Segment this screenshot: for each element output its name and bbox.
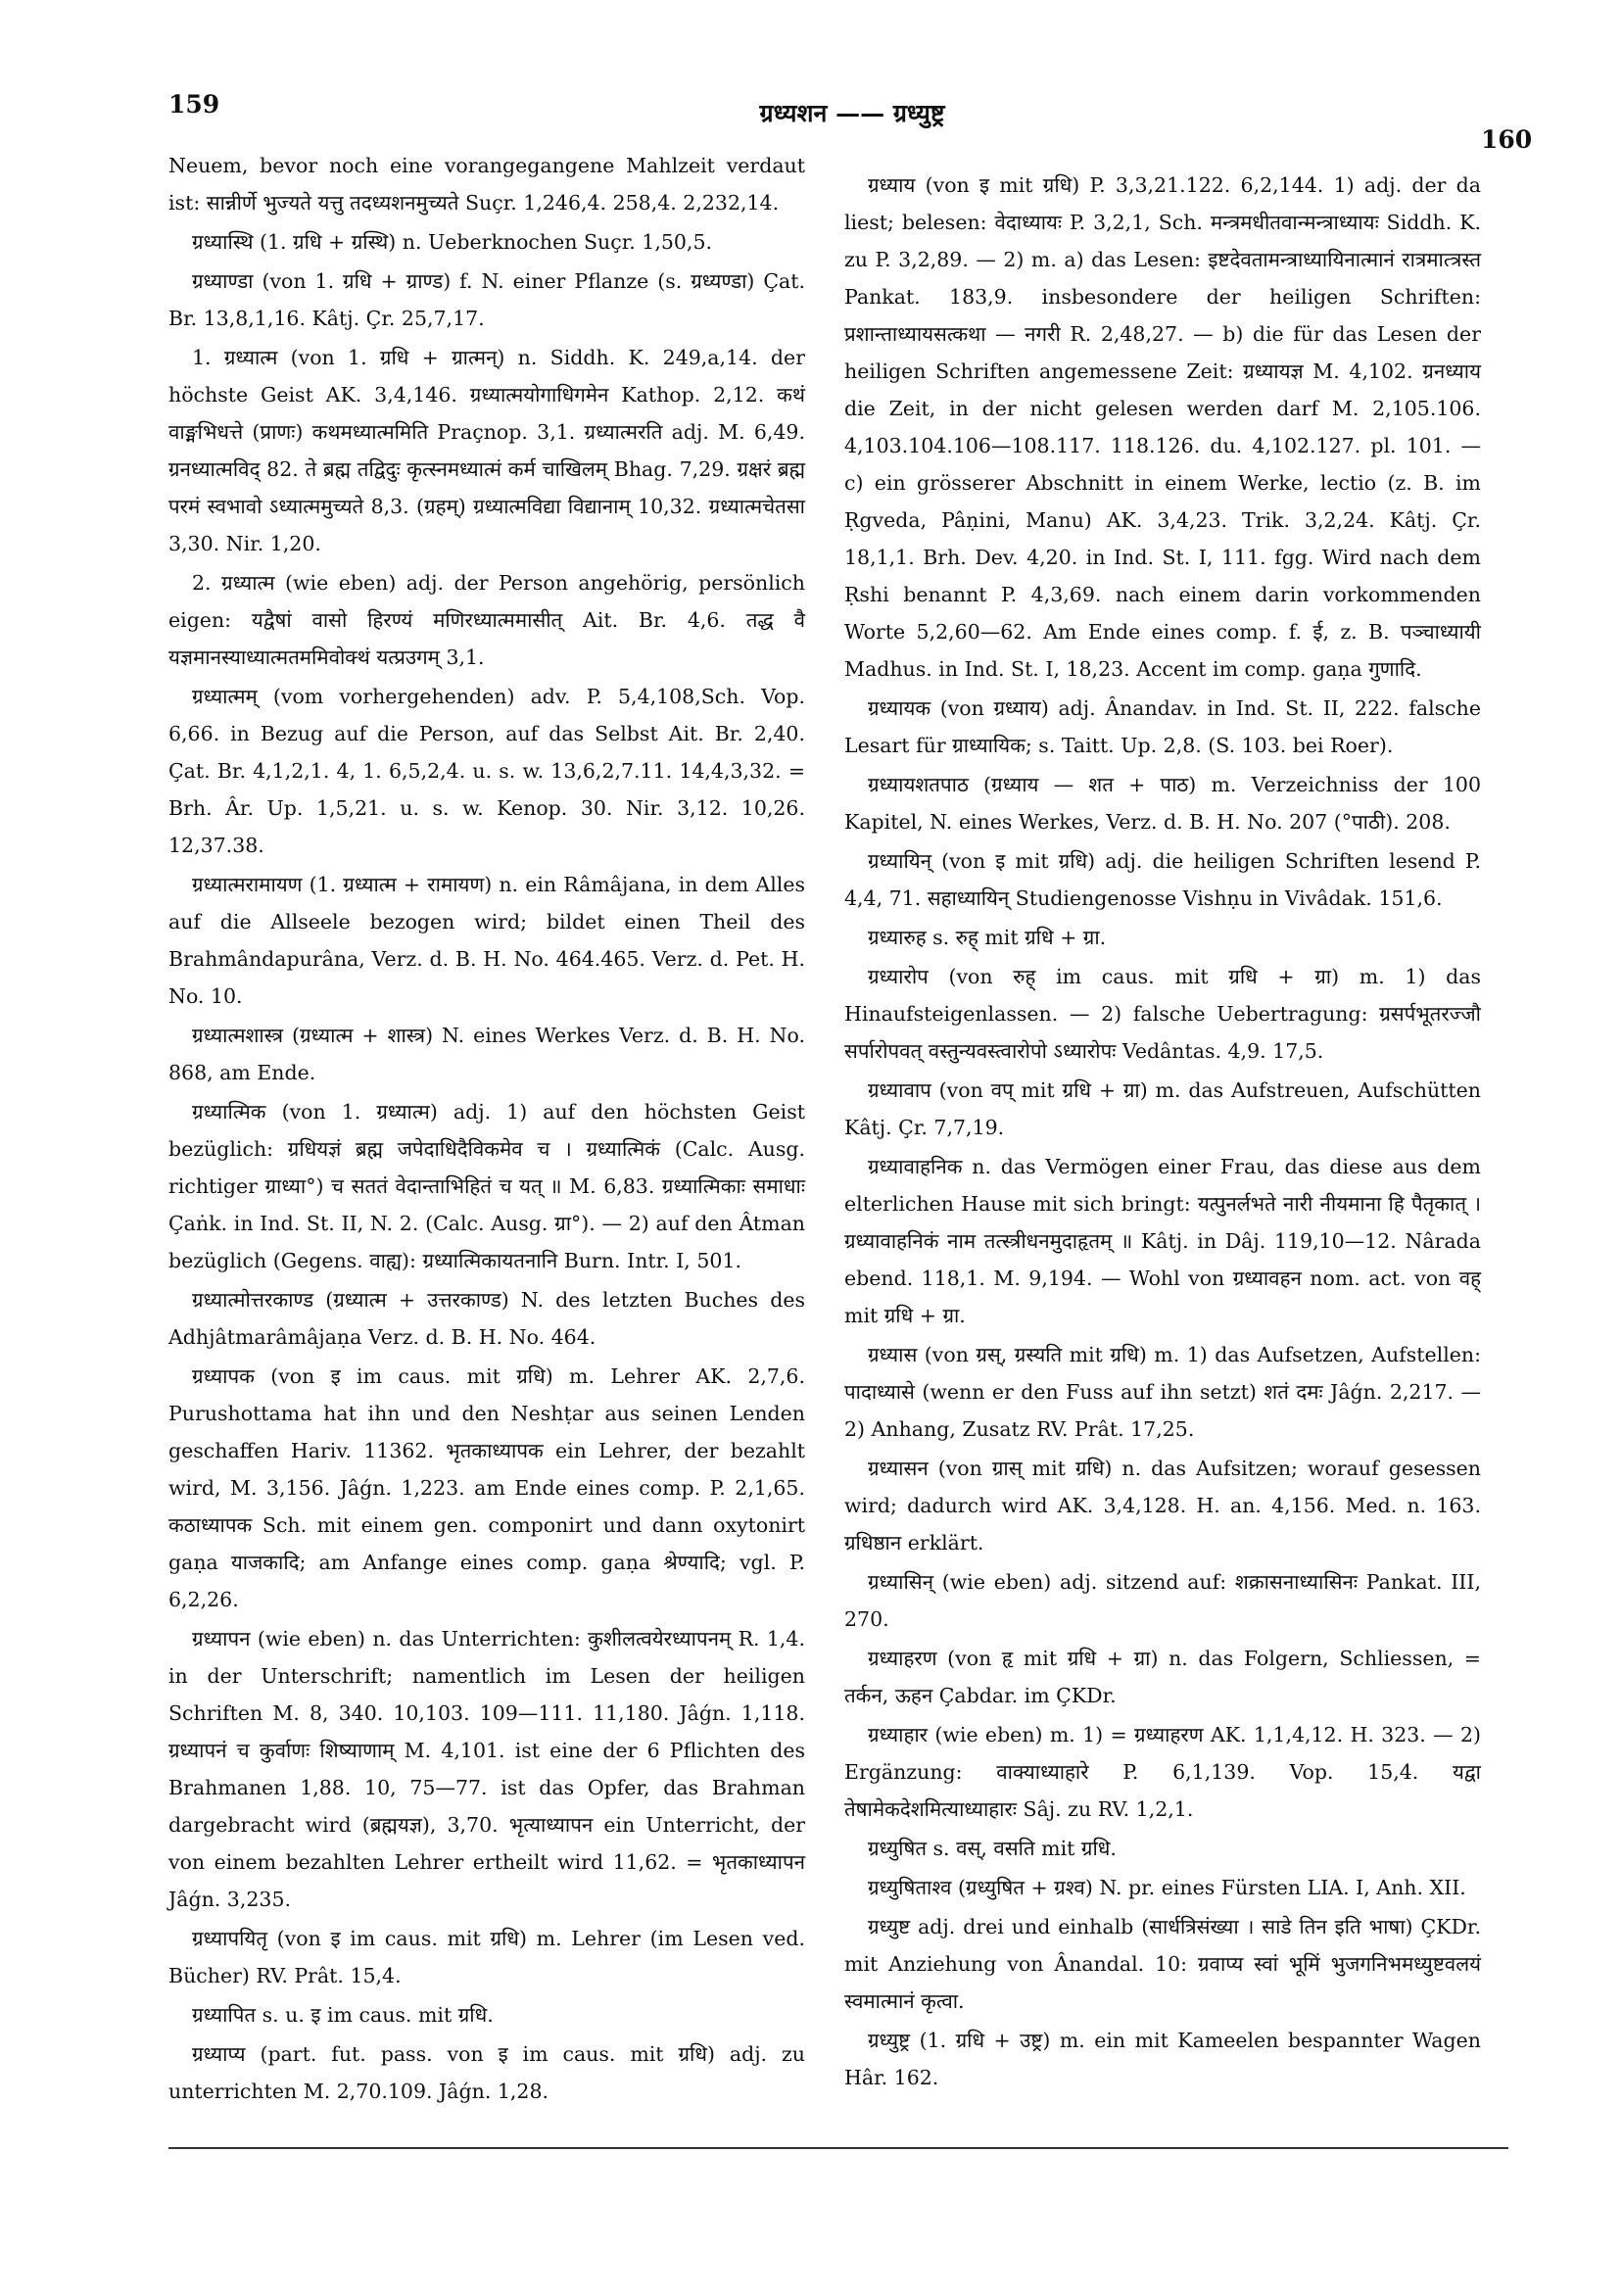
dictionary-entry: ग्रध्यारोप (von रुह् im caus. mit ग्रधि + ग्रा) m. 1) das Hinaufsteigenlassen. — 2) falsche Uebertragung: ग्रसर्पभूतरज्जौ सर्पारोपवत् वस्तुन्यवस्त्वारोपो ऽध्यारोपः Vedântas. 4,9. 17,5.: [844, 965, 1481, 1063]
dictionary-entry: ग्रध्याय (von इ mit ग्रधि) P. 3,3,21.122. 6,2,144. 1) adj. der da liest; belesen: वेदाध्यायः P. 3,2,1, Sch. मन्त्रमधीतवान्मन्त्राध्यायः Siddh. K. zu P. 3,2,89. — 2) m. a) das Lesen: इष्टदेवतामन्त्राध्यायिनात्मानं रात्रमात्त्रस्त Pankat. 183,9. insbesondere der heiligen Schriften: प्रशान्ताध्यायसत्कथा — नगरी R. 2,48,27. — b) die für das Lesen der heiligen Schriften angemessene Zeit: ग्रध्यायज्ञ M. 4,102. ग्रनध्याय die Zeit, in der nicht gelesen werden darf M. 2,105.106. 4,103.104.106—108.117. 118.126. du. 4,102.127. pl. 101. — c) ein grösserer Abschnitt in einem Werke, lectio (z. B. im Ṛgveda, Pâṇini, Manu) AK. 3,4,23. Trik. 3,2,24. Kâtj. Çr. 18,1,1. Brh. Dev. 4,20. in Ind. St. I, 111. fgg. Wird nach dem Ṛshi benannt P. 4,3,69. nach einem darin vorkommenden Worte 5,2,60—62. Am Ende eines comp. f. ई, z. B. पञ्चाध्यायी Madhus. in Ind. St. I, 18,23. Accent im comp. gaṇa गुणादि.: [844, 173, 1481, 681]
dictionary-entry: ग्रध्यापित s. u. इ im caus. mit ग्रधि.: [192, 2003, 494, 2027]
dictionary-entry: ग्रध्यात्मिक (von 1. ग्रध्यात्म) adj. 1) auf den höchsten Geist bezüglich: ग्रधियज्ञं ब्रह्म जपेदाधिदैविकमेव च । ग्रध्यात्मिकं (Calc. Ausg. richtiger ग्राध्या°) च सततं वेदान्ताभिहितं च यत् ॥ M. 6,83. ग्रध्यात्मिकाः समाधाः Çaṅk. in Ind. St. II, N. 2. (Calc. Ausg. ग्रा°). — 2) auf den Âtman bezüglich (Gegens. वाह्य): ग्रध्यात्मिकायतनानि Burn. Intr. I, 501.: [168, 1100, 805, 1272]
dictionary-entry: ग्रध्याण्डा (von 1. ग्रधि + ग्राण्ड) f. N. einer Pflanze (s. ग्रध्यण्डा) Çat. Br. 13,8,1,16. Kâtj. Çr. 25,7,17.: [168, 269, 805, 330]
left-column: [168, 147, 805, 2112]
dictionary-entry: ग्रध्यासिन् (wie eben) adj. sitzend auf: शक्रासनाध्यासिनः Pankat. III, 270.: [844, 1570, 1481, 1631]
running-head: ग्रध्यशन —— ग्रध्युष्ट्र: [759, 99, 945, 127]
dictionary-entry: ग्रध्यायक (von ग्रध्याय) adj. Ânandav. in Ind. St. II, 222. falsche Lesart für ग्राध्यायिक; s. Taitt. Up. 2,8. (S. 103. bei Roer).: [844, 696, 1481, 757]
dictionary-entry: ग्रध्यारुह s. रुह् mit ग्रधि + ग्रा.: [868, 926, 1107, 949]
dictionary-entry: ग्रध्युषित s. वस्, वसति mit ग्रधि.: [868, 1837, 1117, 1860]
right-column: [844, 167, 1481, 2098]
dictionary-entry: ग्रध्याप्य (part. fut. pass. von इ im caus. mit ग्रधि) adj. zu unterrichten M. 2,70.109. Jâǵn. 1,28.: [168, 2042, 805, 2103]
dictionary-entry: ग्रध्युष्ट adj. drei und einhalb (सार्धत्रिसंख्या । साडे तिन इति भाषा) ÇKDr. mit Anziehung von Ânandal. 10: ग्रवाप्य स्वां भूमिं भुजगनिभमध्युष्टवलयं स्वमात्मानं कृत्वा.: [844, 1915, 1481, 2013]
dictionary-entry: 2. ग्रध्यात्म (wie eben) adj. der Person angehörig, persönlich eigen: यद्वैषां वासो हिरण्यं मणिरध्यात्ममासीत् Ait. Br. 4,6. तद्ध वै यज्ञमानस्याध्यात्मतममिवोक्थं यत्प्रउगम् 3,1.: [168, 571, 805, 669]
dictionary-entry: ग्रध्यापयितृ (von इ im caus. mit ग्रधि) m. Lehrer (im Lesen ved. Bücher) RV. Prât. 15,4.: [168, 1927, 805, 1987]
dictionary-entry: ग्रध्यास (von ग्रस्, ग्रस्यति mit ग्रधि) m. 1) das Aufsetzen, Aufstellen: पादाध्यासे (wenn er den Fuss auf ihn setzt) शतं दमः Jâǵn. 2,217. — 2) Anhang, Zusatz RV. Prât. 17,25.: [844, 1343, 1481, 1441]
page-number-left: 159: [168, 90, 220, 119]
dictionary-entry: ग्रध्युषिताश्व (ग्रध्युषित + ग्रश्व) N. pr. eines Fürsten LIA. I, Anh. XII.: [868, 1876, 1466, 1899]
dictionary-entry: ग्रध्याहार (wie eben) m. 1) = ग्रध्याहरण AK. 1,1,4,12. H. 323. — 2) Ergänzung: वाक्याध्याहारे P. 6,1,139. Vop. 15,4. यद्वा तेषामेकदेशमित्याध्याहारः Sâj. zu RV. 1,2,1.: [844, 1723, 1481, 1821]
dictionary-entry: ग्रध्यावाहनिक n. das Vermögen einer Frau, das diese aus dem elterlichen Hause mit sich bringt: यत्पुनर्लभते नारी नीयमाना हि पैतृकात् । ग्रध्यावाहनिकं नाम तत्स्त्रीधनमुदाहृतम् ॥ Kâtj. in Dâj. 119,10—12. Nârada ebend. 118,1. M. 9,194. — Wohl von ग्रध्यावहन nom. act. von वह् mit ग्रधि + ग्रा.: [844, 1155, 1481, 1327]
dictionary-entry: ग्रध्यास्थि (1. ग्रधि + ग्रस्थि) n. Ueberknochen Suçr. 1,50,5.: [192, 230, 712, 254]
dictionary-entry: ग्रध्यात्मोत्तरकाण्ड (ग्रध्यात्म + उत्तरकाण्ड) N. des letzten Buches des Adhjâtmarâmâjaṇa Verz. d. B. H. No. 464.: [168, 1288, 805, 1349]
dictionary-entry: ग्रध्याहरण (von हृ mit ग्रधि + ग्रा) n. das Folgern, Schliessen, = तर्कन, ऊहन Çabdar. im ÇKDr.: [844, 1647, 1481, 1707]
dictionary-entry: ग्रध्युष्ट्र (1. ग्रधि + उष्ट्र) m. ein mit Kameelen bespannter Wagen Hâr. 162.: [844, 2029, 1481, 2089]
dictionary-entry: 1. ग्रध्यात्म (von 1. ग्रधि + ग्रात्मन्) n. Siddh. K. 249,a,14. der höchste Geist AK. 3,4,146. ग्रध्यात्मयोगाधिगमेन Kathop. 2,12. कथं वाङ्मभिधत्ते (प्राणः) कथमध्यात्ममिति Praçnop. 3,1. ग्रध्यात्मरति adj. M. 6,49. ग्रनध्यात्मविद् 82. ते ब्रह्म तद्विदुः कृत्स्नमध्यात्मं कर्म चाखिलम् Bhag. 7,29. ग्रक्षरं ब्रह्म परमं स्वभावो ऽध्यात्ममुच्यते 8,3. (ग्रहम्) ग्रध्यात्मविद्या विद्यानाम् 10,32. ग्रध्यात्मचेतसा 3,30. Nir. 1,20.: [168, 346, 805, 555]
dictionary-entry: ग्रध्यात्मशास्त्र (ग्रध्यात्म + शास्त्र) N. eines Werkes Verz. d. B. H. No. 868, am Ende.: [168, 1024, 805, 1084]
dictionary-entry: ग्रध्यावाप (von वप् mit ग्रधि + ग्रा) m. das Aufstreuen, Aufschütten Kâtj. Çr. 7,7,19.: [844, 1078, 1481, 1139]
dictionary-entry: ग्रध्यापक (von इ im caus. mit ग्रधि) m. Lehrer AK. 2,7,6. Purushottama hat ihn und den Neshṭar aus seinen Lenden geschaffen Hariv. 11362. भृतकाध्यापक ein Lehrer, der bezahlt wird, M. 3,156. Jâǵn. 1,223. am Ende eines comp. P. 2,1,65. कठाध्यापक Sch. mit einem gen. componirt und dann oxytonirt gaṇa याजकादि; am Anfange eines comp. gaṇa श्रेण्यादि; vgl. P. 6,2,26.: [168, 1364, 805, 1611]
footer-rule: [168, 2147, 1508, 2149]
dictionary-entry: ग्रध्यापन (wie eben) n. das Unterrichten: कुशीलत्वयेरध्यापनम् R. 1,4. in der Unterschrift; namentlich im Lesen der heiligen Schriften M. 8, 340. 10,103. 109—111. 11,180. Jâǵn. 1,118. ग्रध्यापनं च कुर्वाणः शिष्याणाम् M. 4,101. ist eine der 6 Pflichten des Brahmanen 1,88. 10, 75—77. ist das Opfer, das Brahman dargebracht wird (ब्रह्मयज्ञ), 3,70. भृत्याध्यापन ein Unterricht, der von einem bezahlten Lehrer ertheilt wird 11,62. = भृतकाध्यापन Jâǵn. 3,235.: [168, 1627, 805, 1911]
dictionary-entry: ग्रध्यायशतपाठ (ग्रध्याय — शत + पाठ) m. Verzeichniss der 100 Kapitel, N. eines Werkes, Verz. d. B. H. No. 207 (°पाठी). 208.: [844, 773, 1481, 834]
dictionary-entry: ग्रध्यात्मरामायण (1. ग्रध्यात्म + रामायण) n. ein Râmâjana, in dem Alles auf die Allseele bezogen wird; bildet einen Theil des Brahmândapurâna, Verz. d. B. H. No. 464.465. Verz. d. Pet. H. No. 10.: [168, 873, 805, 1008]
dictionary-entry: ग्रध्यायिन् (von इ mit ग्रधि) adj. die heiligen Schriften lesend P. 4,4, 71. सहाध्यायिन् Studiengenosse Vishṇu in Vivâdak. 151,6.: [844, 849, 1481, 910]
entry-continuation: Neuem, bevor noch eine vorangegangene Mahlzeit verdaut ist: सान्नीर्णे भुज्यते यत्तु तदध्यशनमुच्यते Suçr. 1,246,4. 258,4. 2,232,14.: [168, 154, 805, 215]
page-number-right: 160: [1481, 125, 1533, 154]
dictionary-entry: ग्रध्यासन (von ग्रास् mit ग्रधि) n. das Aufsitzen; worauf gesessen wird; dadurch wird AK. 3,4,128. H. an. 4,156. Med. n. 163. ग्रधिष्ठान erklärt.: [844, 1457, 1481, 1555]
dictionary-entry: ग्रध्यात्मम् (vom vorhergehenden) adv. P. 5,4,108,Sch. Vop. 6,66. in Bezug auf die Person, auf das Selbst Ait. Br. 2,40. Çat. Br. 4,1,2,1. 4, 1. 6,5,2,4. u. s. w. 13,6,2,7.11. 14,4,3,32. = Brh. Âr. Up. 1,5,21. u. s. w. Kenop. 30. Nir. 3,12. 10,26. 12,37.38.: [168, 685, 805, 857]
